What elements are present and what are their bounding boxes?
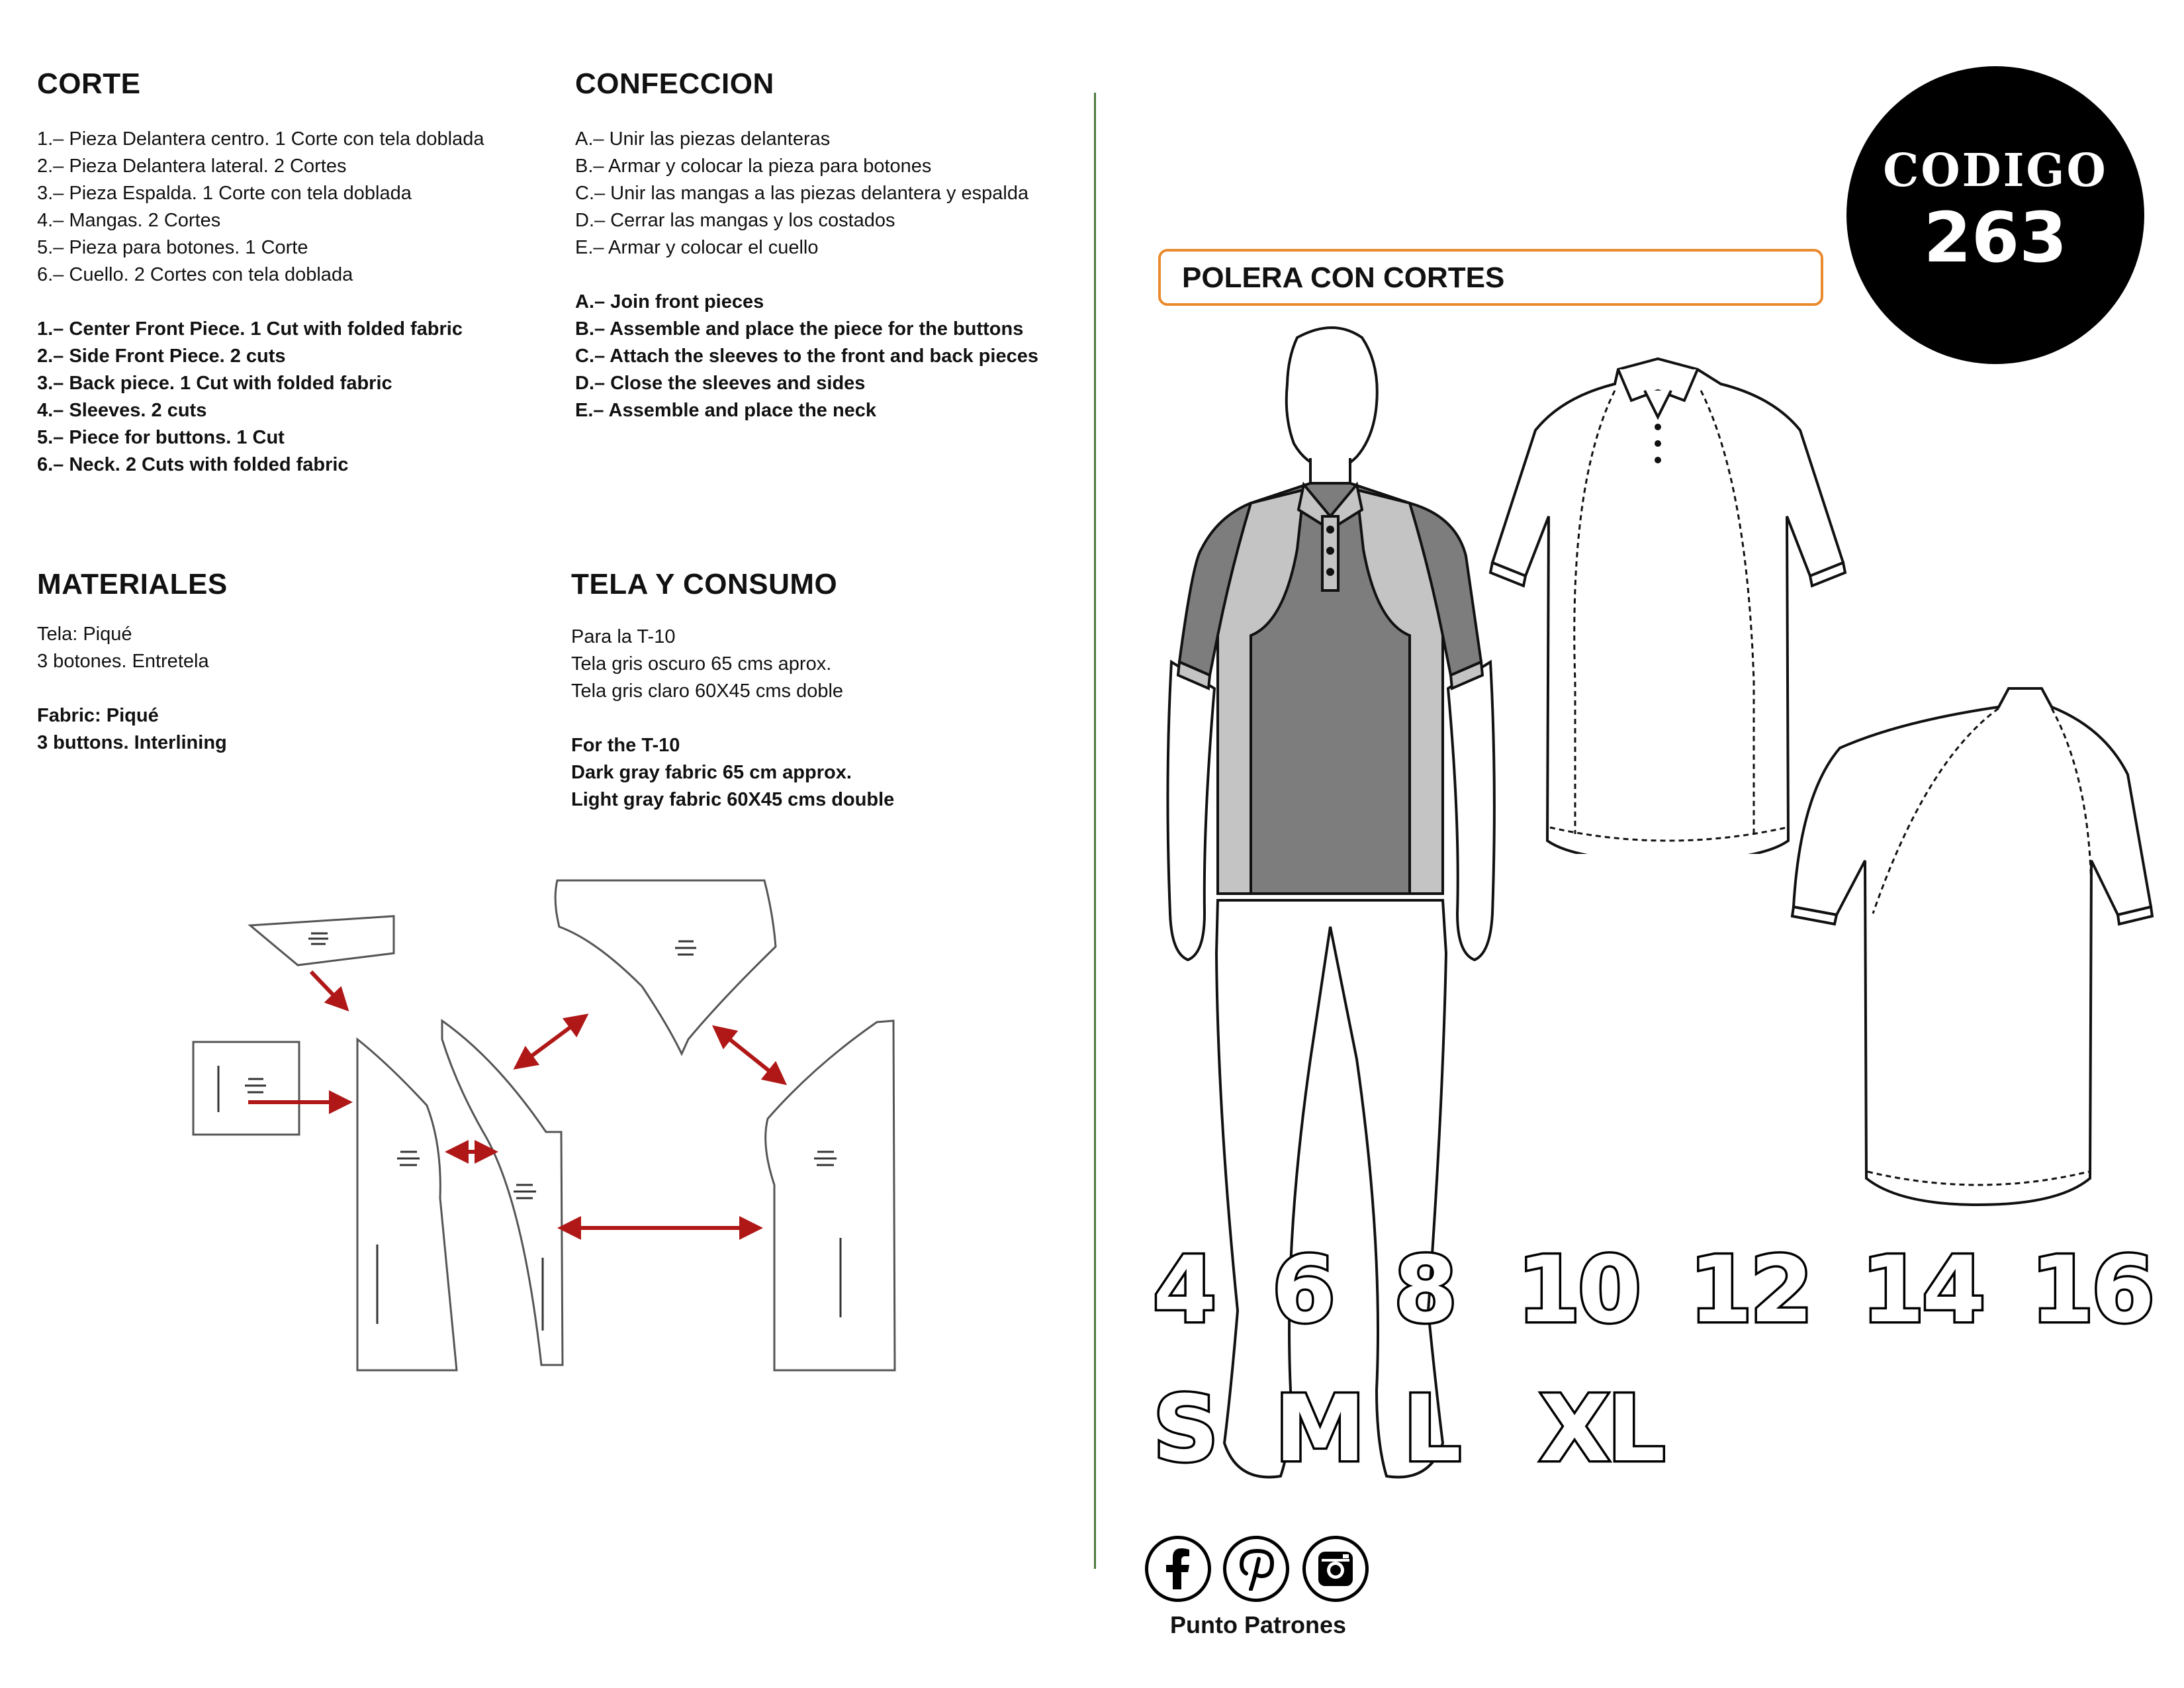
list-item: 3 botones. Entretela (37, 651, 209, 672)
pinterest-icon[interactable] (1223, 1536, 1289, 1602)
list-item: Dark gray fabric 65 cm approx. (571, 762, 852, 783)
size-16: 16 (2030, 1237, 2153, 1343)
confeccion-section (575, 68, 1038, 424)
size-6: 6 (1272, 1237, 1334, 1343)
list-item: Para la T-10 (571, 626, 676, 647)
corte-list-en (37, 316, 484, 479)
polo-back-flat-sketch (1780, 682, 2158, 1211)
brand-name: Punto Patrones (1170, 1611, 1347, 1638)
list-item: 1.– Pieza Delantera centro. 1 Corte con tela doblada (37, 128, 484, 150)
list-item: 6.– Cuello. 2 Cortes con tela doblada (37, 264, 353, 285)
corte-heading: CORTE (37, 68, 141, 100)
confeccion-heading: CONFECCION (575, 68, 774, 100)
back-body (1794, 688, 2151, 1205)
code-label: CODIGO (1883, 144, 2108, 197)
size-4: 4 (1153, 1237, 1214, 1343)
list-item: E.– Assemble and place the neck (575, 400, 877, 421)
list-item: B.– Assemble and place the piece for the buttons (575, 318, 1024, 340)
size-14: 14 (1861, 1237, 1983, 1343)
product-title: POLERA CON CORTES (1182, 261, 1505, 294)
list-item: For the T-10 (571, 735, 680, 756)
size-8: 8 (1394, 1237, 1455, 1343)
list-item: 4.– Mangas. 2 Cortes (37, 210, 221, 231)
list-item: B.– Armar y colocar la pieza para botones (575, 156, 932, 177)
list-item: D.– Cerrar las mangas y los costados (575, 210, 895, 231)
arrow-collar-to-front (311, 972, 341, 1003)
list-item: Tela gris claro 60X45 cms doble (571, 680, 844, 702)
center-front-piece (357, 1039, 457, 1370)
list-item: Light gray fabric 60X45 cms double (571, 789, 895, 810)
list-item: 5.– Pieza para botones. 1 Corte (37, 237, 308, 258)
list-item: 2.– Pieza Delantera lateral. 2 Cortes (37, 156, 347, 177)
tela-list-en (571, 732, 894, 814)
list-item: Tela gris oscuro 65 cms aprox. (571, 653, 832, 675)
confeccion-list-en (575, 289, 1038, 424)
side-front-piece (442, 1021, 563, 1365)
facebook-icon[interactable] (1145, 1536, 1211, 1602)
list-item: 4.– Sleeves. 2 cuts (37, 400, 207, 421)
placket-piece (193, 1042, 299, 1135)
list-item: C.– Attach the sleeves to the front and back pieces (575, 346, 1038, 367)
corte-section (37, 68, 484, 479)
back-piece (555, 880, 776, 1054)
head (1287, 328, 1377, 470)
instagram-icon[interactable] (1302, 1536, 1369, 1602)
corte-list-es (37, 126, 484, 289)
collar-piece (250, 916, 394, 965)
list-item: E.– Armar y colocar el cuello (575, 237, 819, 258)
code-number: 263 (1923, 197, 2068, 278)
list-item: 3.– Back piece. 1 Cut with folded fabric (37, 373, 392, 394)
size-s: S (1153, 1376, 1216, 1482)
arrow-side-back (523, 1021, 579, 1062)
list-item: 3.– Pieza Espalda. 1 Corte con tela doblada (37, 183, 412, 204)
list-item: A.– Join front pieces (575, 291, 764, 312)
list-item: A.– Unir las piezas delanteras (575, 128, 831, 150)
materiales-list-es (37, 621, 228, 675)
sleeve-piece (766, 1021, 895, 1370)
page-divider (1094, 93, 1096, 1569)
list-item: Fabric: Piqué (37, 705, 159, 726)
list-item: 5.– Piece for buttons. 1 Cut (37, 427, 285, 448)
size-12: 12 (1689, 1237, 1811, 1343)
arrow-back-sleeve (721, 1033, 778, 1078)
tela-heading: TELA Y CONSUMO (571, 568, 838, 600)
size-m: M (1275, 1376, 1363, 1482)
product-title-box (1158, 249, 1823, 306)
list-item: 2.– Side Front Piece. 2 cuts (37, 346, 286, 367)
list-item: Tela: Piqué (37, 624, 132, 645)
list-item: 1.– Center Front Piece. 1 Cut with folded fabric (37, 318, 463, 340)
list-item: C.– Unir las mangas a las piezas delantera y espalda (575, 183, 1029, 204)
materiales-list-en (37, 702, 228, 757)
materiales-section (37, 568, 228, 757)
tela-section (571, 568, 894, 814)
tela-list-es (571, 624, 894, 705)
size-10: 10 (1517, 1237, 1639, 1343)
left-arm (1167, 662, 1214, 960)
pattern-pieces-diagram (179, 867, 933, 1383)
confeccion-list-es (575, 126, 1038, 261)
size-xl: XL (1539, 1376, 1663, 1482)
list-item: D.– Close the sleeves and sides (575, 373, 866, 394)
code-badge (1846, 66, 2144, 364)
materiales-heading: MATERIALES (37, 568, 228, 600)
size-l: L (1403, 1376, 1459, 1482)
list-item: 3 buttons. Interlining (37, 732, 227, 753)
list-item: 6.– Neck. 2 Cuts with folded fabric (37, 454, 349, 475)
